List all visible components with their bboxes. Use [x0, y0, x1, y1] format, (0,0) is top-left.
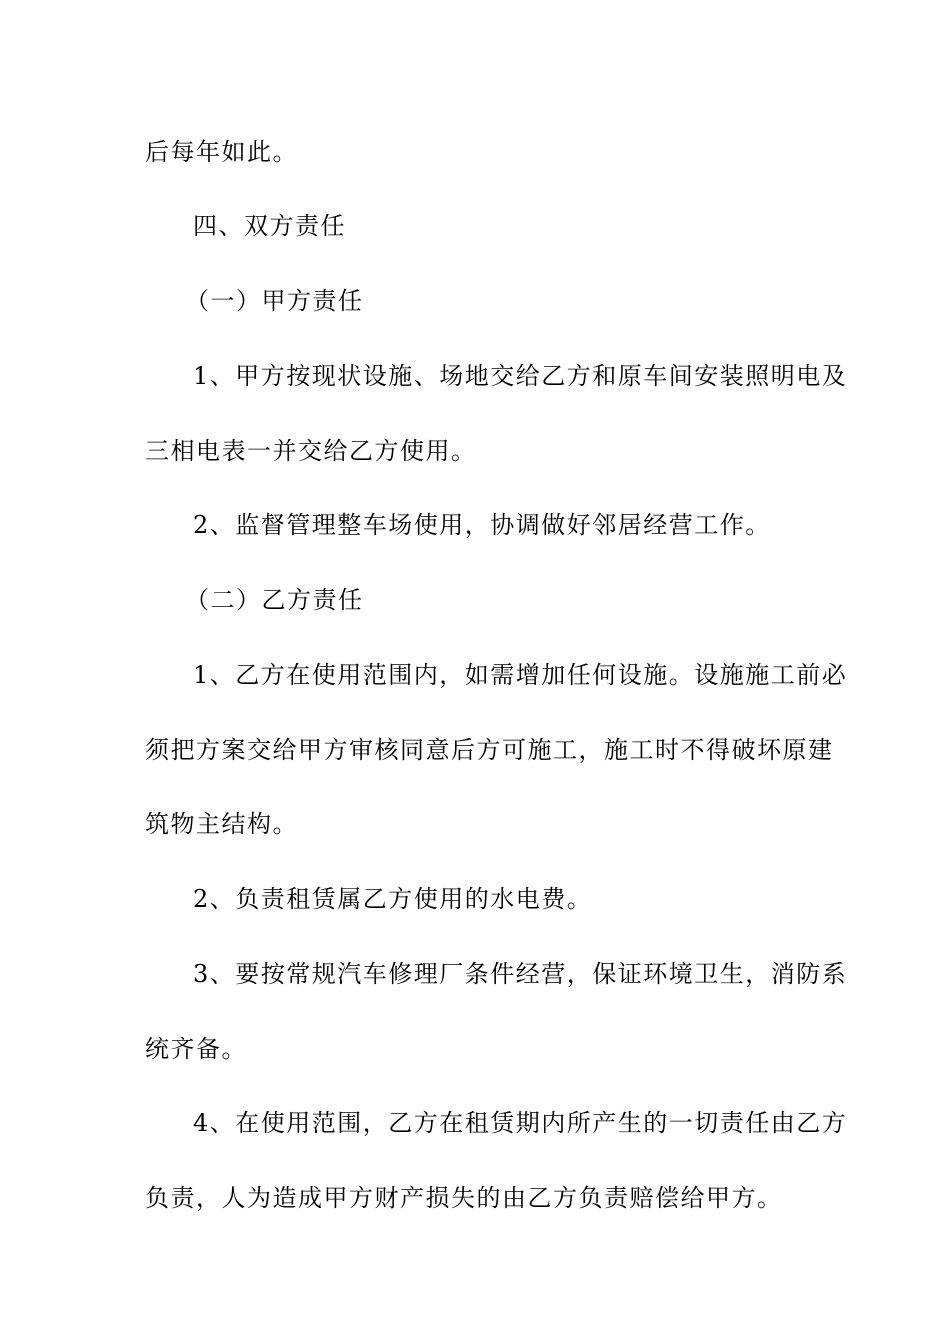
paragraph-line: 1、甲方按现状设施、场地交给乙方和原车间安装照明电及	[193, 362, 848, 390]
paragraph-line: 三相电表一并交给乙方使用。	[145, 437, 477, 465]
paragraph-line: 3、要按常规汽车修理厂条件经营，保证环境卫生，消防系	[193, 960, 848, 988]
paragraph-line: 须把方案交给甲方审核同意后方可施工，施工时不得破坏原建	[145, 736, 834, 764]
paragraph-line: 统齐备。	[145, 1035, 247, 1063]
paragraph-line: 2、监督管理整车场使用，协调做好邻居经营工作。	[193, 511, 771, 539]
paragraph-line: 2、负责租赁属乙方使用的水电费。	[193, 885, 593, 913]
paragraph-line: 1、乙方在使用范围内，如需增加任何设施。设施施工前必	[193, 661, 848, 689]
paragraph-line: 负责，人为造成甲方财产损失的由乙方负责赔偿给甲方。	[145, 1184, 783, 1212]
paragraph-line: 4、在使用范围，乙方在租赁期内所产生的一切责任由乙方	[193, 1109, 848, 1137]
paragraph-line: 筑物主结构。	[145, 810, 298, 838]
subsection-heading: （一）甲方责任	[185, 287, 364, 315]
subsection-heading: （二）乙方责任	[185, 586, 364, 614]
section-heading: 四、双方责任	[193, 212, 346, 240]
paragraph-line: 后每年如此。	[145, 138, 298, 166]
